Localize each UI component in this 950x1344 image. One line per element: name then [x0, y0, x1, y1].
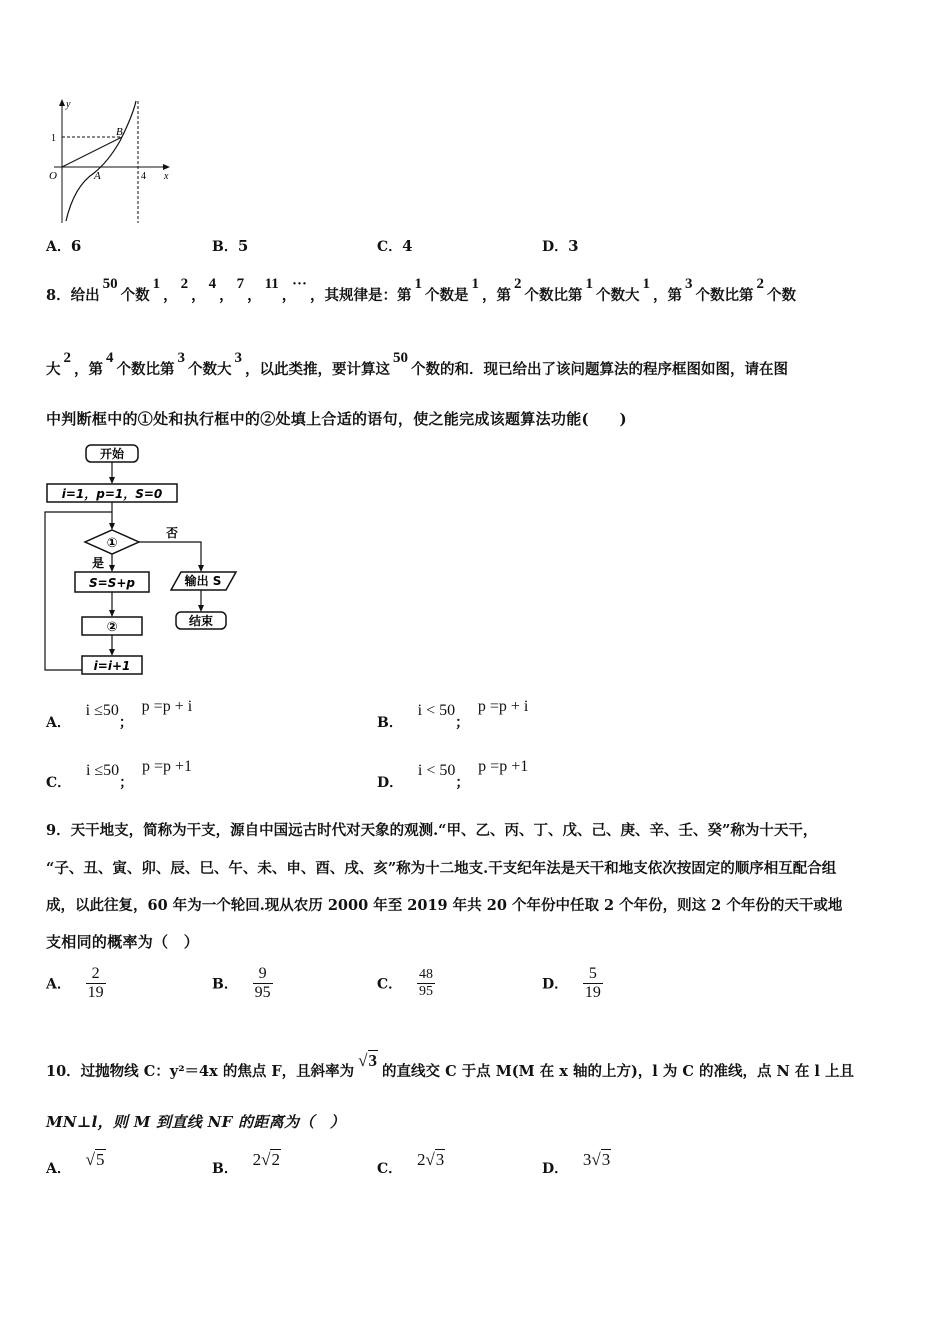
q9-option-c[interactable]: C． $\frac{48}{95}$: [377, 967, 433, 999]
q8-option-c[interactable]: C． i ≤50； p =p +1: [46, 758, 192, 791]
q7-option-a[interactable]: A．6: [46, 237, 82, 255]
tick-4: 4: [141, 171, 146, 182]
q10-option-b[interactable]: B． 2√2: [212, 1150, 280, 1177]
q10-line-2: MN⊥l，则 M 到直线 NF 的距离为（ ）: [46, 1113, 346, 1131]
origin-label: O: [49, 170, 57, 182]
q10-option-a[interactable]: A． √5: [46, 1150, 105, 1177]
q8-option-d[interactable]: D． i < 50； p =p +1: [377, 758, 529, 791]
q9-option-a[interactable]: A． $\frac{2}{19}$: [46, 965, 104, 1001]
x-axis-arrow: [163, 164, 170, 170]
q8-option-a[interactable]: A． i ≤50； p =p + i: [46, 698, 193, 731]
q10-option-d[interactable]: D． 3√3: [542, 1150, 611, 1177]
q9-line-2: “子、丑、寅、卯、辰、巳、午、未、申、酉、戌、亥”称为十二地支.干支纪年法是天干和地支依次按固定的顺序相互配合组: [46, 860, 837, 877]
point-a-label: A: [94, 170, 101, 182]
fc-step3: i=i+1: [93, 659, 131, 673]
fc-step1: S=S+p: [89, 576, 135, 590]
x-label: x: [164, 171, 169, 182]
q9-option-d[interactable]: D． $\frac{5}{19}$: [542, 965, 601, 1001]
q8-line-2: 大2，第4个数比第3个数大3，以此类推，要计算这50个数的和．现已给出了该问题算法的程序框图如图，请在图: [46, 350, 788, 378]
fc-yes: 是: [92, 556, 105, 570]
q7-option-b[interactable]: B．5: [212, 237, 249, 255]
q8-flowchart: [40, 440, 240, 680]
q9-line-3: 成，以此往复，60 年为一个轮回.现从农历 2000 年至 2019 年共 20 个年份中任取 2 个年份，则这 2 个年份的天干或地: [46, 897, 843, 914]
q8-option-b[interactable]: B． i < 50； p =p + i: [377, 698, 529, 731]
tick-1: 1: [51, 133, 56, 144]
q8-line-1: 8．给出50个数1，2，4，7，11，···，其规律是：第1个数是1，第2个数比第1个数大1，第3个数比第2个数: [46, 276, 797, 304]
fc-step2: ②: [106, 620, 118, 635]
q10-option-c[interactable]: C． 2√3: [377, 1150, 445, 1177]
y-label: y: [66, 99, 71, 110]
fc-no: 否: [166, 526, 179, 540]
q8-line-3: 中判断框中的①处和执行框中的②处填上合适的语句，使之能完成该题算法功能( ): [46, 410, 627, 428]
q9-line-4: 支相同的概率为（ ）: [46, 933, 200, 951]
curve: [66, 101, 136, 221]
q9-line-1: 9．天干地支，简称为干支，源自中国远古时代对天象的观测.“甲、乙、丙、丁、戊、己、庚、辛、壬、癸”称为十天干，: [46, 822, 818, 839]
y-axis-arrow: [59, 99, 65, 106]
fc-init: i=1，p=1，S=0: [61, 487, 163, 501]
point-b-label: B: [116, 126, 123, 138]
fc-cond: ①: [106, 536, 118, 551]
q7-option-c[interactable]: C．4: [377, 237, 413, 255]
q10-line-1: 10．过抛物线 C：y²＝4x 的焦点 F，且斜率为√3的直线交 C 于点 M(M 在 x 轴的上方)，l 为 C 的准线，点 N 在 l 上且: [46, 1051, 854, 1080]
q9-option-b[interactable]: B． $\frac{9}{95}$: [212, 965, 271, 1001]
fc-output: 输出 S: [184, 574, 222, 588]
q7-function-graph: [42, 95, 182, 230]
fc-end: 结束: [188, 614, 214, 628]
q7-option-d[interactable]: D．3: [542, 237, 579, 255]
fc-start: 开始: [99, 447, 125, 461]
